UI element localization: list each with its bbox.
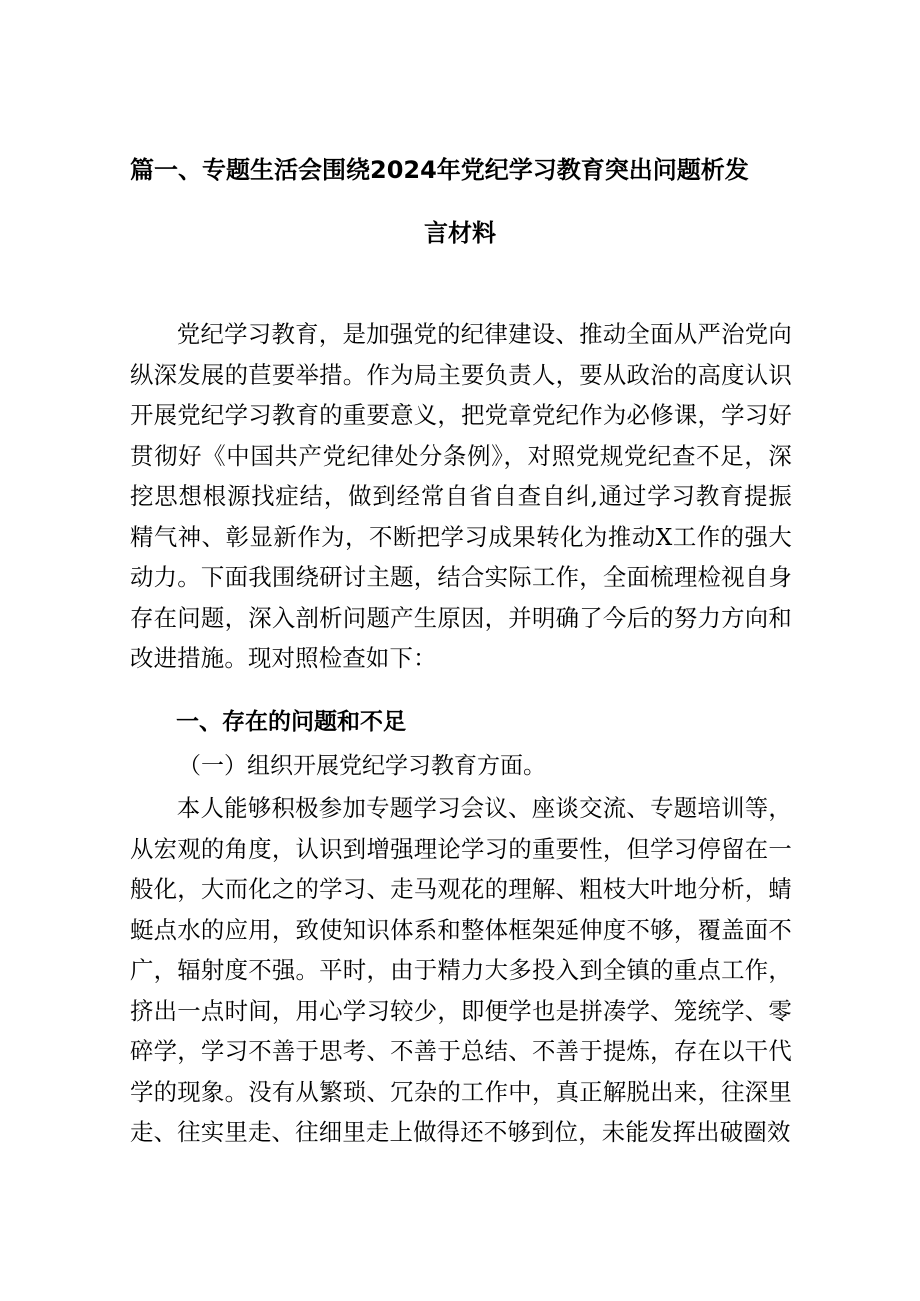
intro-paragraph: 党纪学习教育，是加强党的纪律建设、推动全面从严治党向纵深发展的苣要举措。作为局主要负责人，要从政治的高度认识开展党纪学习教育的重要意义，把党章党纪作为必修课，学习好贯彻好《中国共产党纪律处分条例》，对照党规党纪查不足，深挖思想根源找症结，做到经常自省自查自纠,通过学习教育提振精气神、彰显新作为，不断把学习成果转化为推动X工作的强大动力。下面我围绕研讨主题，结合实际工作，全面梳理检视自身存在问题，深入剖析问题产生原因，并明确了今后的努力方向和改进措施。现对照检查如下： [130, 320, 792, 672]
document-title-line-2: 言材料 [424, 219, 496, 247]
subsection-heading-1: （一）组织开展党纪学习教育方面。 [178, 753, 546, 779]
document-title-line-1: 篇一、专题生活会围绕2024年党纪学习教育突出问题析发 [130, 156, 749, 184]
section-heading-1: 一、存在的问题和不足 [176, 709, 406, 735]
section-paragraph: 本人能够积极参加专题学习会议、座谈交流、专题培训等，从宏观的角度，认识到增强理论学习的重要性，但学习停留在一般化，大而化之的学习、走马观花的理解、粗枝大叶地分析，蜻蜓点水的应用，致使知识体系和整体框架延伸度不够，覆盖面不广，辐射度不强。平时，由于精力大多投入到全镇的重点工作，挤出一点时间，用心学习较少，即便学也是拼凑学、笼统学、零碎学，学习不善于思考、不善于总结、不善于提炼，存在以干代学的现象。没有从繁琐、冗杂的工作中，真正解脱出来，往深里走、往实里走、往细里走上做得还不够到位，未能发挥出破圈效 [130, 794, 792, 1146]
